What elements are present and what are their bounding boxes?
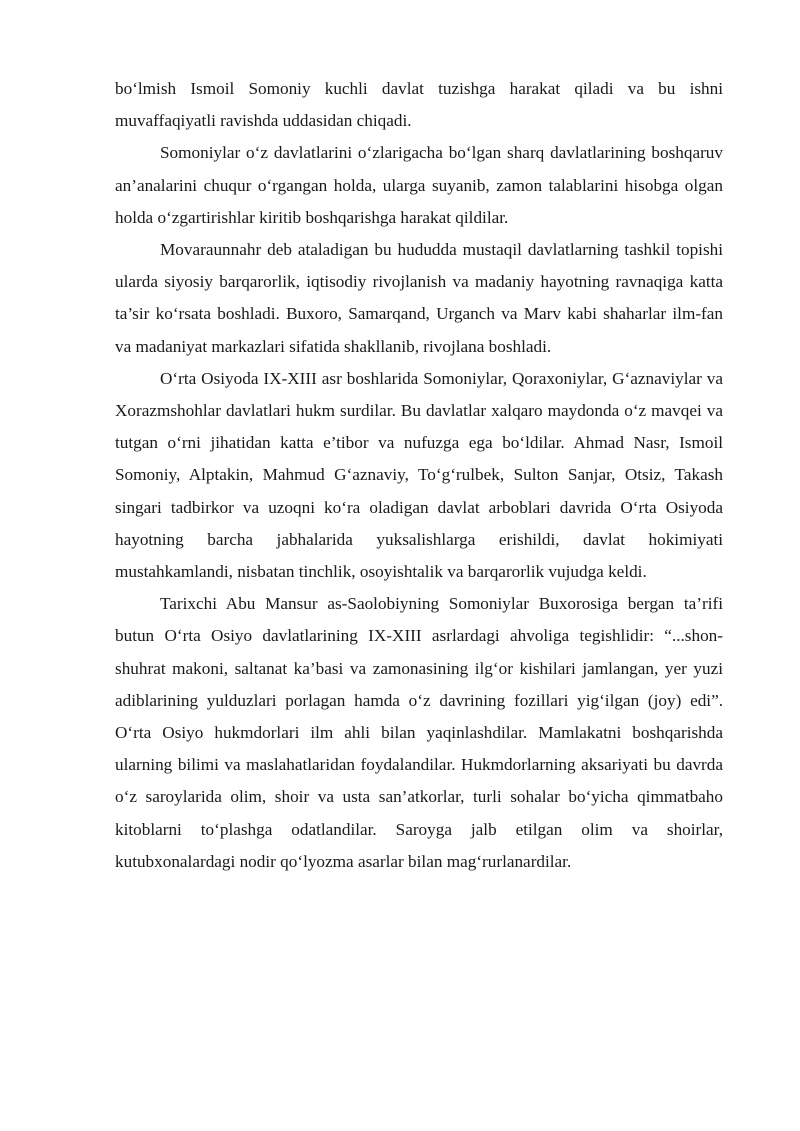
paragraph-4: O‘rta Osiyoda IX-XIII asr boshlarida Somoniylar, Qoraxoniylar, G‘aznaviylar va Xorazmshohlar davlatlari hukm surdilar. Bu davlatlar xalqaro maydonda o‘z mavqei va tutgan o‘rni jihatidan katta e’tibor va nufuzga ega bo‘ldilar. Ahmad Nasr, Ismoil Somoniy, Alptakin, Mahmud G‘aznaviy, To‘g‘rulbek, Sulton Sanjar, Otsiz, Takash singari tadbirkor va uzoqni ko‘ra oladigan davlat arboblari davrida O‘rta Osiyoda hayotning barcha jabhalarida yuksalishlarga erishildi, davlat hokimiyati mustahkamlandi, nisbatan tinchlik, osoyishtalik va barqarorlik vujudga keldi. — [115, 368, 723, 582]
document-body — [115, 73, 723, 878]
paragraph-3: Movaraunnahr deb ataladigan bu hududda mustaqil davlatlarning tashkil topishi ularda siyosiy barqarorlik, iqtisodiy rivojlanish va madaniy hayotning ravnaqiga katta ta’sir ko‘rsata boshladi. Buxoro, Samarqand, Urganch va Marv kabi shaharlar ilm-fan va madaniyat markazlari sifatida shakllanib, rivojlana boshladi. — [115, 240, 723, 356]
paragraph-1: bo‘lmish Ismoil Somoniy kuchli davlat tuzishga harakat qiladi va bu ishni muvaffaqiyatli ravishda uddasidan chiqadi. — [115, 79, 723, 131]
paragraph-5: Tarixchi Abu Mansur as-Saolobiyning Somoniylar Buxorosiga bergan ta’rifi butun O‘rta Osiyo davlatlarining IX-XIII asrlardagi ahvoliga tegishlidir: “...shon-shuhrat makoni, saltanat ka’basi va zamonasining ilg‘or kishilari jamlangan, yer yuzi adiblarining yulduzlari porlagan hamda o‘z davrining fozillari yig‘ilgan (joy) edi”. O‘rta Osiyo hukmdorlari ilm ahli bilan yaqinlashdilar. Mamlakatni boshqarishda ularning bilimi va maslahatlaridan foydalandilar. Hukmdorlarning aksariyati bu davrda o‘z saroylarida olim, shoir va usta san’atkorlar, turli sohalar bo‘yicha qimmatbaho kitoblarni to‘plashga odatlandilar. Saroyga jalb etilgan olim va shoirlar, kutubxonalardagi nodir qo‘lyozma asarlar bilan mag‘rurlanardilar. — [115, 594, 723, 871]
paragraph-2: Somoniylar o‘z davlatlarini o‘zlarigacha bo‘lgan sharq davlatlarining boshqaruv an’analarini chuqur o‘rgangan holda, ularga suyanib, zamon talablarini hisobga olgan holda o‘zgartirishlar kiritib boshqarishga harakat qildilar. — [115, 143, 723, 227]
